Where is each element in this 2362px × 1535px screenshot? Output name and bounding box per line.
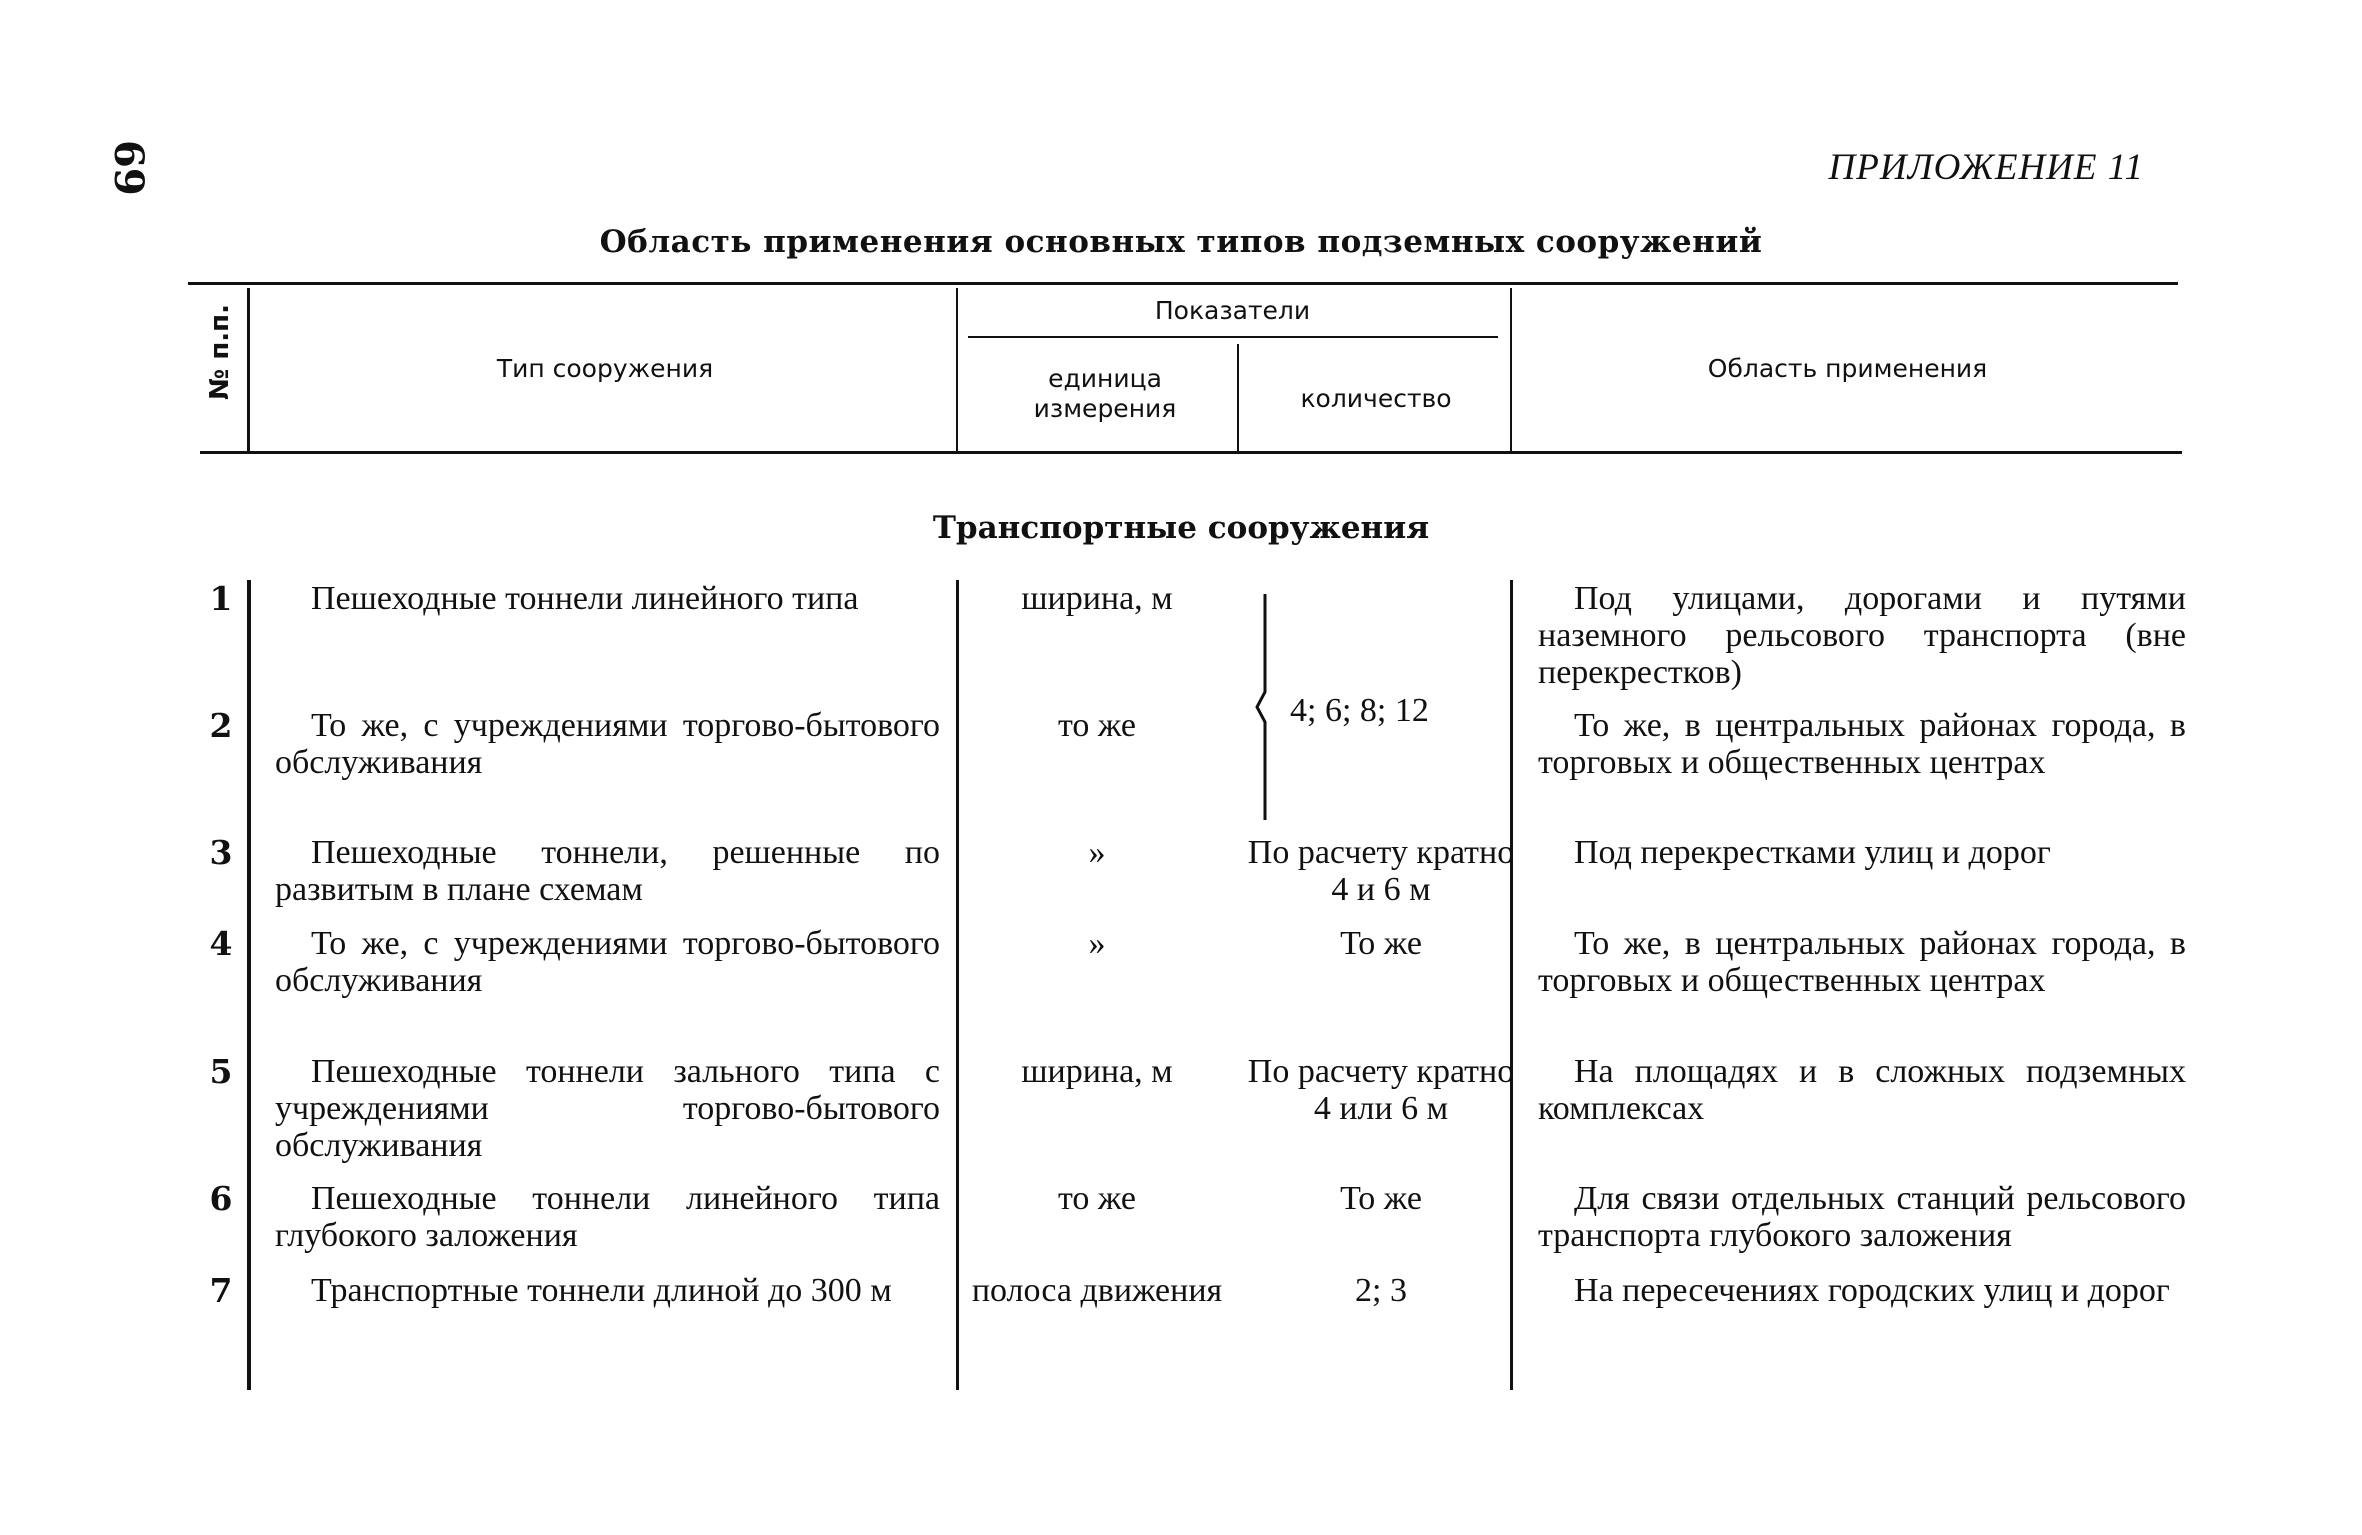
- row-type: Пешеходные тоннели, решенные по развитым в плане схемам: [275, 834, 940, 908]
- header-bottom-rule: [200, 451, 2182, 454]
- divider-qty-body: [1510, 580, 1513, 1390]
- row-quantity: По расчету кратно 4 и 6 м: [1247, 834, 1515, 908]
- document-title: Область применения основных типов подземных сооружений: [599, 224, 1763, 260]
- group-quantity: 4; 6; 8; 12: [1290, 692, 1429, 729]
- row-unit: ширина, м: [1021, 580, 1173, 617]
- row-unit: ширина, м: [1021, 1053, 1173, 1090]
- row-area: То же, в центральных районах города, в торговых и общественных центрах: [1538, 925, 2186, 999]
- header-unit: единица измерения: [1033, 364, 1177, 423]
- divider-num: [247, 288, 250, 451]
- row-area: На площадях и в сложных подземных комплексах: [1538, 1053, 2186, 1127]
- row-area: Для связи отдельных станций рельсового транспорта глубокого заложения: [1538, 1180, 2186, 1254]
- header-quantity: количество: [1300, 384, 1452, 413]
- row-type: Транспортные тоннели длиной до 300 м: [311, 1272, 892, 1309]
- row-quantity: По расчету кратно 4 или 6 м: [1247, 1053, 1515, 1127]
- row-number: 5: [209, 1052, 233, 1091]
- section-title: Транспортные сооружения: [932, 510, 1430, 546]
- appendix-label: ПРИЛОЖЕНИЕ 11: [1828, 147, 2144, 188]
- row-quantity: 2; 3: [1355, 1272, 1407, 1309]
- row-area: Под перекрестками улиц и дорог: [1574, 834, 2051, 871]
- row-number: 2: [209, 706, 233, 745]
- row-quantity: То же: [1340, 1180, 1422, 1217]
- row-unit: полоса движения: [971, 1272, 1223, 1309]
- divider-unit: [1237, 344, 1239, 451]
- row-type: Пешеходные тоннели линейного типа: [311, 580, 859, 617]
- brace-icon: [1255, 592, 1285, 822]
- row-number: 7: [209, 1271, 233, 1310]
- row-type: То же, с учреждениями торгово-бытового обслуживания: [275, 707, 940, 781]
- page-number: 69: [105, 140, 152, 196]
- row-quantity: То же: [1340, 925, 1422, 962]
- row-type: Пешеходные тоннели зального типа с учреждениями торгово-бытового обслуживания: [275, 1053, 940, 1164]
- row-unit: »: [1088, 925, 1106, 962]
- divider-type: [956, 288, 958, 451]
- row-number: 1: [209, 579, 233, 618]
- row-number: 6: [209, 1179, 233, 1218]
- row-area: На пересечениях городских улиц и дорог: [1574, 1272, 2170, 1309]
- header-number: № п.п.: [205, 303, 235, 400]
- divider-type-body: [956, 580, 959, 1390]
- indicators-rule: [968, 336, 1498, 338]
- row-type: Пешеходные тоннели линейного типа глубокого заложения: [275, 1180, 940, 1254]
- row-number: 4: [209, 924, 233, 963]
- row-unit: то же: [1057, 707, 1137, 744]
- header-indicators: Показатели: [1154, 296, 1311, 325]
- divider-num-body: [247, 580, 251, 1390]
- row-area: Под улицами, дорогами и путями наземного рельсового транспорта (вне перекрестков): [1538, 580, 2186, 691]
- header-area: Область применения: [1707, 354, 1988, 383]
- row-area: То же, в центральных районах города, в торговых и общественных центрах: [1538, 707, 2186, 781]
- divider-qty: [1510, 288, 1512, 451]
- header-type: Тип сооружения: [496, 354, 714, 383]
- top-rule: [188, 282, 2178, 285]
- row-unit: »: [1088, 834, 1106, 871]
- row-unit: то же: [1057, 1180, 1137, 1217]
- row-number: 3: [209, 833, 233, 872]
- row-type: То же, с учреждениями торгово-бытового обслуживания: [275, 925, 940, 999]
